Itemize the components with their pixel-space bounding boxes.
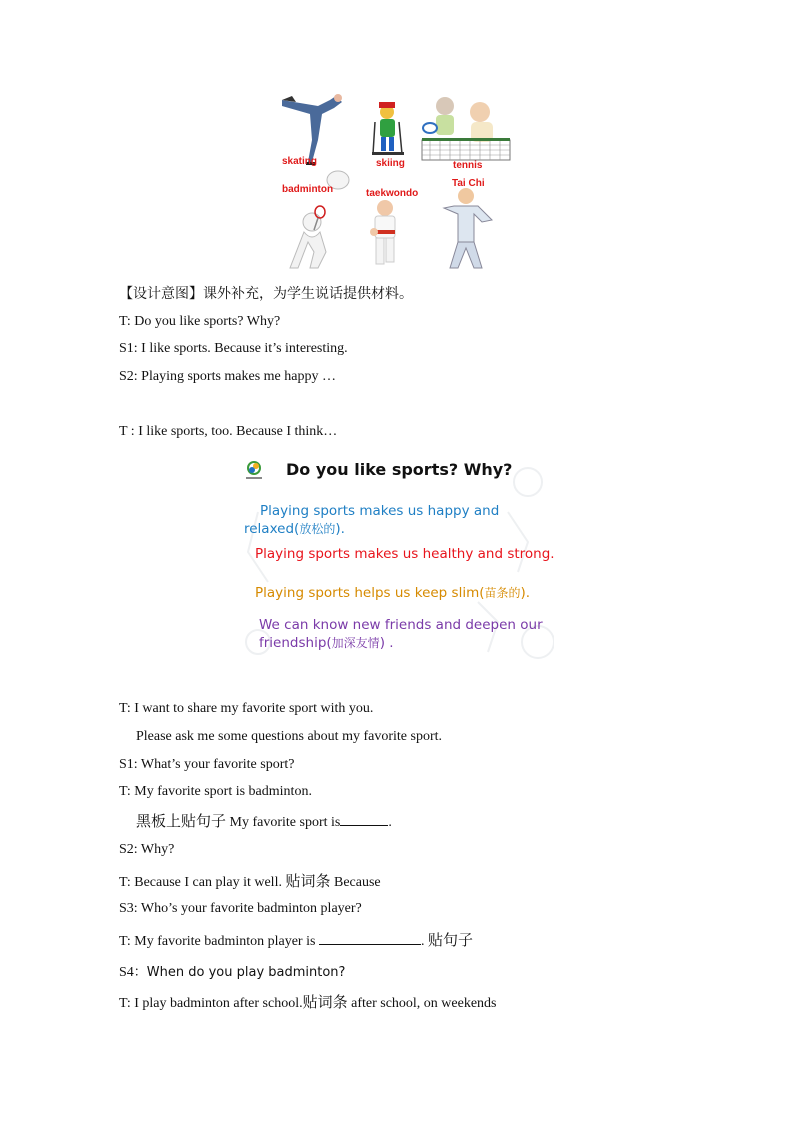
dialogue2-t4 <box>119 929 473 950</box>
slide-reason-1b-en: relaxed( <box>244 521 300 537</box>
t4-blank <box>319 932 421 945</box>
s4-a: S4 <box>119 965 134 980</box>
board-blank <box>340 813 388 826</box>
label-skiing: skiing <box>376 158 405 169</box>
slide-image <box>238 452 554 670</box>
dialogue2-s1: S1: What’s your favorite sport? <box>119 757 295 772</box>
board-cn: 黑板上贴句子 <box>136 812 227 830</box>
slide-reason-1a: Playing sports makes us happy and <box>260 503 500 519</box>
t4-en: T: My favorite badminton player is <box>119 934 319 949</box>
t4-mid: . <box>420 934 428 949</box>
dialogue2-t3 <box>119 870 381 891</box>
slide-reason-1b <box>244 520 345 537</box>
board-end: . <box>388 815 392 830</box>
dialogue2-s3: S3: Who’s your favorite badminton player? <box>119 901 362 916</box>
t5-end: after school, on weekends <box>347 996 497 1011</box>
label-taichi: Tai Chi <box>452 178 485 189</box>
design-intent: 【设计意图】课外补充，为学生说话提供材料。 <box>119 286 413 302</box>
slide-reason-4b-en: friendship( <box>259 635 332 651</box>
t5-en: T: I play badminton after school. <box>119 996 303 1011</box>
dialogue-line-1: T: Do you like sports? Why? <box>119 314 281 329</box>
t3-cn: 贴词条 <box>285 872 331 890</box>
slide-reason-3-cn: 苗条的 <box>484 586 521 600</box>
dialogue2-s2: S2: Why? <box>119 842 175 857</box>
t5-cn: 贴词条 <box>302 993 348 1011</box>
s4-b: ：When do you play badminton? <box>133 965 346 980</box>
slide-reason-1b-cn: 放松的 <box>299 522 336 536</box>
t3-en: T: Because I can play it well. <box>119 875 286 890</box>
slide-reason-4b-cn: 加深友情 <box>331 636 380 650</box>
label-taekwondo: taekwondo <box>366 188 419 199</box>
label-skating: skating <box>282 156 318 167</box>
slide-reason-4b-end: ) . <box>379 635 394 651</box>
dialogue2-t1b: Please ask me some questions about my favorite sport. <box>136 729 442 744</box>
slide-title: Do you like sports? Why? <box>286 460 513 479</box>
label-tennis: tennis <box>453 160 483 171</box>
slide-reason-3 <box>255 584 530 601</box>
dialogue-line-2: S1: I like sports. Because it’s interesting. <box>119 341 348 356</box>
dialogue2-board <box>136 810 392 831</box>
dialogue-line-3: S2: Playing sports makes me happy … <box>119 369 336 384</box>
t4-cn: 贴句子 <box>427 931 473 949</box>
slide-reason-3-end: ). <box>520 585 531 601</box>
label-badminton: badminton <box>282 184 334 195</box>
sports-illustration <box>278 92 514 272</box>
board-en: My favorite sport is <box>226 815 341 830</box>
slide-reason-3-en: Playing sports helps us keep slim( <box>255 585 485 601</box>
teacher-line: T : I like sports, too. Because I think… <box>119 424 338 439</box>
dialogue2-s4 <box>119 961 345 981</box>
dialogue2-t5 <box>119 991 497 1012</box>
dialogue2-t2: T: My favorite sport is badminton. <box>119 784 312 799</box>
slide-reason-2: Playing sports makes us healthy and strong. <box>255 546 555 562</box>
dialogue2-t1: T: I want to share my favorite sport with you. <box>119 701 374 716</box>
t3-end: Because <box>330 875 381 890</box>
slide-reason-4b <box>259 634 394 651</box>
slide-reason-4a: We can know new friends and deepen our <box>259 617 543 633</box>
slide-reason-1b-end: ). <box>335 521 345 537</box>
